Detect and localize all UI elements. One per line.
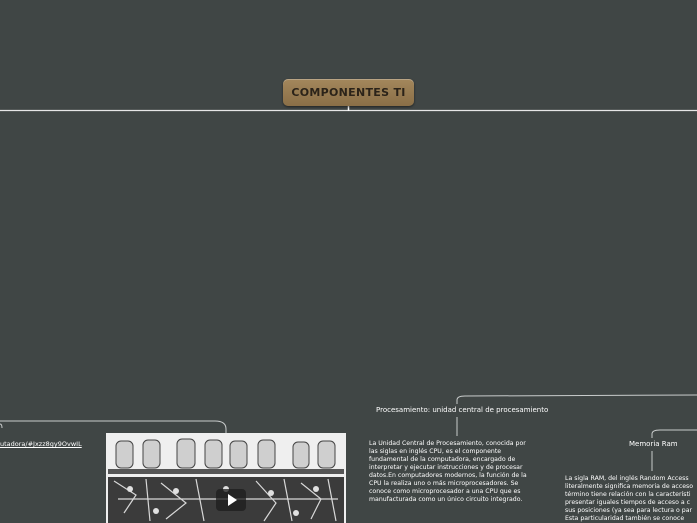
video-thumbnail[interactable] [106, 433, 346, 523]
cpu-description-line: CPU la realiza uno o más microprocesadores. Se [369, 480, 519, 487]
ram-description-line: término tiene relación con la característi [565, 491, 691, 498]
cpu-description[interactable] [369, 440, 549, 504]
play-icon[interactable] [216, 489, 246, 511]
left-branch-connector [0, 421, 226, 433]
ram-description-line: sus posiciones (ya sea para lectura o par [565, 507, 693, 514]
ram-branch-connector [652, 430, 697, 438]
cpu-description-line: conoce como microprocesador a una CPU que es [369, 488, 521, 495]
cpu-node-title[interactable]: Procesamiento: unidad central de procesamiento [376, 406, 549, 414]
cpu-description-line: manufacturada como un único circuito integrado. [369, 496, 523, 503]
ram-description-line: literalmente significa memoria de acceso [565, 483, 694, 490]
ram-description-line: La sigla RAM, del inglés Random Access [565, 475, 689, 482]
cpu-description-line: datos.En computadores modernos, la función de la [369, 472, 527, 479]
left-branch-link[interactable]: utadora/#Jxzz8gy9OvwIL [0, 440, 82, 448]
ram-description-line: presentar iguales tiempos de acceso a c [565, 499, 691, 506]
ram-description-line: Esta particularidad también se conoce [565, 515, 685, 522]
cpu-description-line: las siglas en inglés CPU, es el componente [369, 448, 502, 455]
cpu-description-line: fundamental de la computadora, encargado de [369, 456, 516, 463]
left-branch-stub [0, 424, 2, 428]
central-topic-node[interactable] [283, 79, 414, 106]
cpu-description-line: La Unidad Central de Procesamiento, conocida por [369, 440, 526, 447]
cpu-description-line: interpretar y ejecutar instrucciones y de procesar [369, 464, 523, 471]
ram-node-title[interactable]: Memoria Ram [629, 440, 678, 448]
ram-description[interactable] [565, 475, 697, 523]
central-topic-label: COMPONENTES TI [291, 86, 406, 99]
cpu-branch-connector [457, 395, 697, 404]
